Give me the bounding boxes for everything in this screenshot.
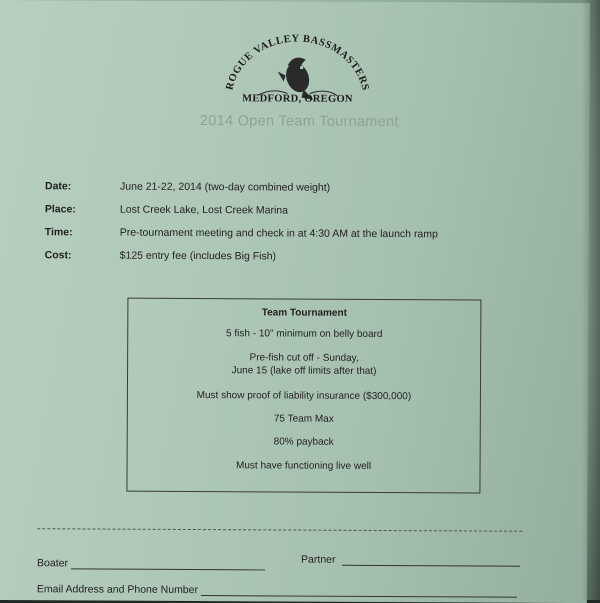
logo-arc-text: ROGUE VALLEY BASSMASTERS: [224, 33, 371, 92]
time-label: Time:: [44, 226, 73, 239]
cost-value: $125 entry fee (includes Big Fish): [119, 249, 277, 263]
date-label: Date:: [44, 180, 72, 193]
team-tournament-box: [126, 298, 481, 494]
cost-label: Cost:: [44, 249, 72, 262]
place-value: Lost Creek Lake, Lost Creek Marina: [119, 203, 289, 217]
rule-team-max: 75 Team Max: [273, 413, 334, 425]
time-value: Pre-tournament meeting and check in at 4:30 AM at the launch ramp: [119, 226, 438, 241]
email-phone-field[interactable]: [201, 595, 517, 598]
box-heading: Team Tournament: [261, 307, 347, 319]
date-value: June 21-22, 2014 (two-day combined weight): [119, 180, 331, 194]
rule-live-well: Must have functioning live well: [235, 460, 372, 472]
partner-label: Partner: [301, 553, 336, 566]
rule-prefish-cutoff: Pre-fish cut off - Sunday,: [249, 352, 359, 364]
rule-insurance: Must show proof of liability insurance ($300,000): [196, 390, 412, 403]
logo-city-text: MEDFORD, OREGON: [242, 93, 353, 105]
boater-field[interactable]: [71, 568, 265, 570]
rule-prefish-cutoff-date: June 15 (lake off limits after that): [231, 365, 377, 377]
email-phone-label: Email Address and Phone Number: [36, 583, 199, 597]
cut-line-divider: [37, 528, 522, 532]
place-label: Place:: [44, 203, 76, 216]
boater-label: Boater: [37, 557, 69, 570]
rule-payback: 80% payback: [273, 436, 334, 448]
page-title: 2014 Open Team Tournament: [199, 113, 399, 131]
paper-edge-shadow: [582, 0, 600, 600]
rule-fish-limit: 5 fish - 10" minimum on belly board: [226, 328, 383, 341]
partner-field[interactable]: [342, 565, 520, 567]
